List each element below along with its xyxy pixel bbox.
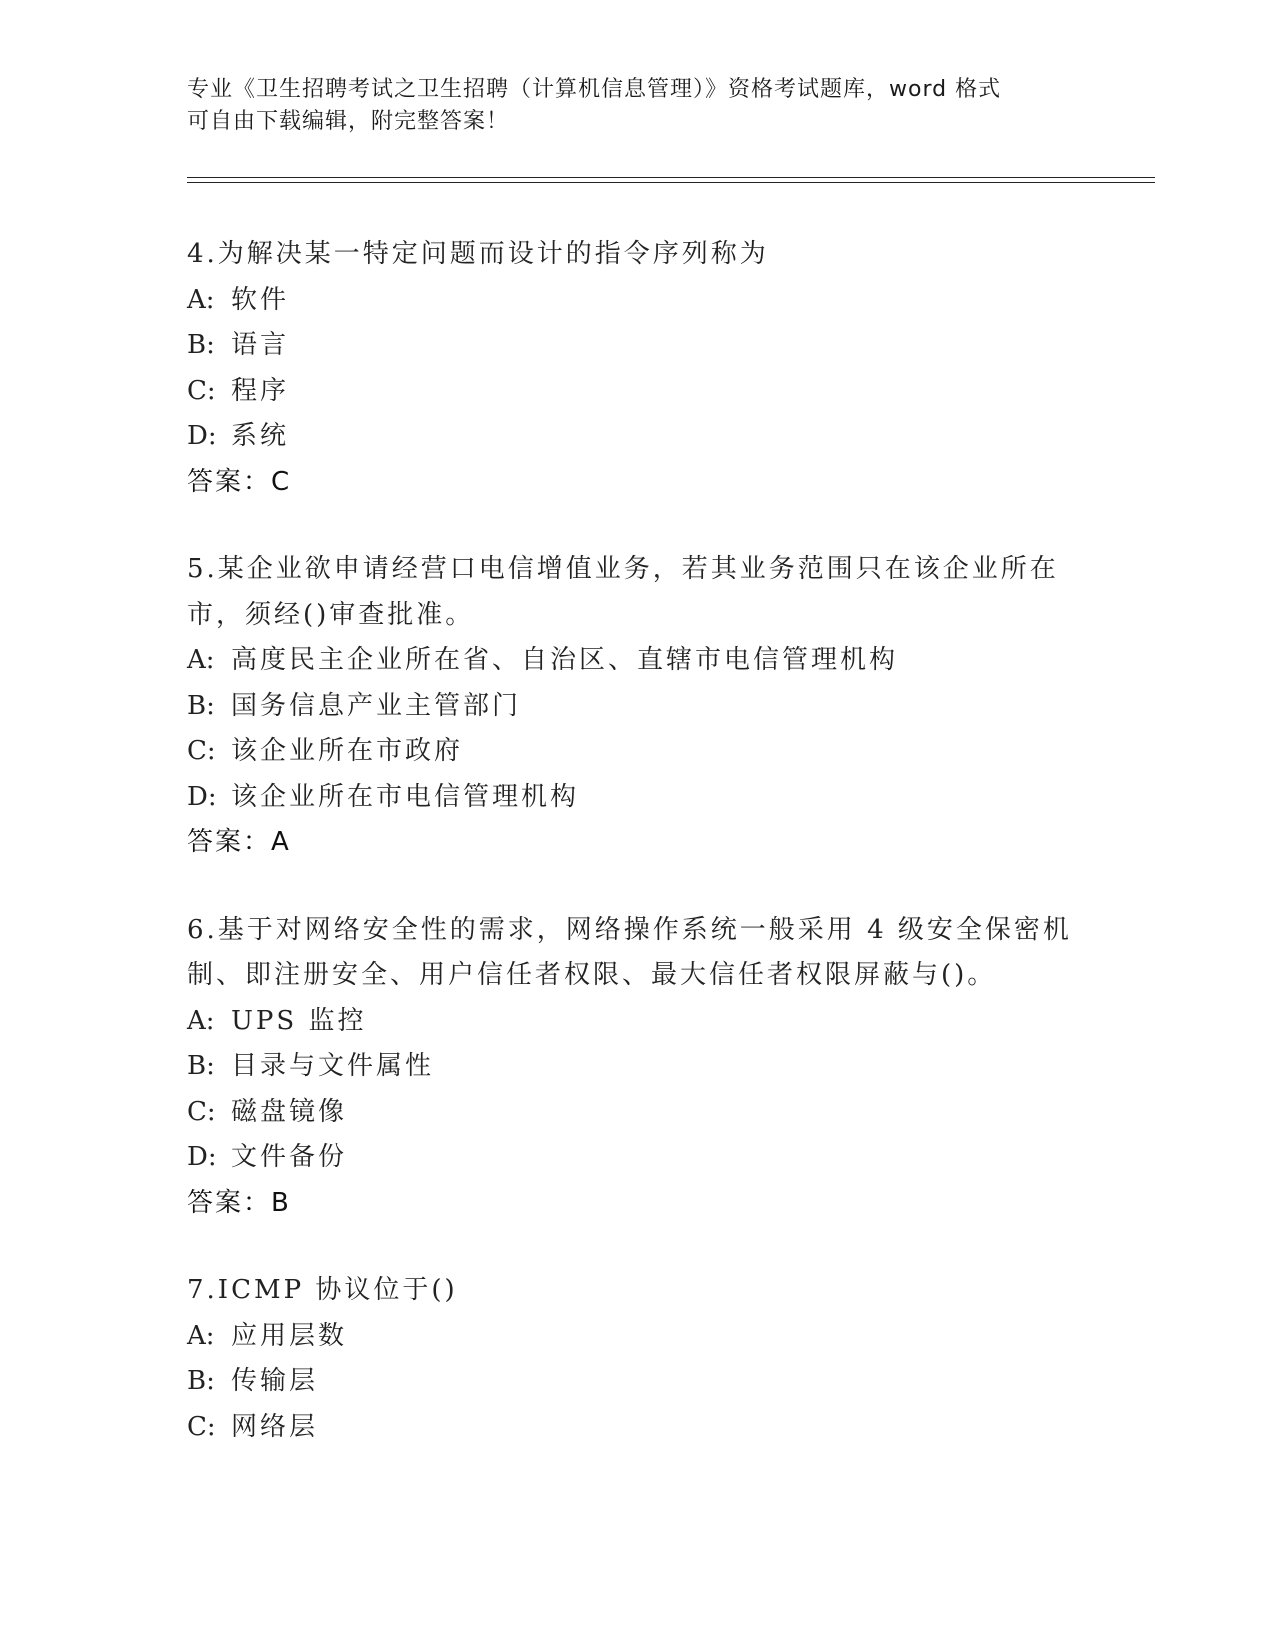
- option-letter: A:: [187, 1005, 215, 1036]
- option-letter: A:: [187, 1320, 215, 1351]
- option-b: [187, 1359, 1087, 1405]
- option-letter: C:: [187, 736, 216, 766]
- option-d: [187, 775, 1087, 821]
- question-text: 5.某企业欲申请经营口电信增值业务，若其业务范围只在该企业所在: [187, 554, 1059, 584]
- question-text: 7.ICMP 协议位于(): [187, 1275, 458, 1305]
- option-text: 语言: [231, 330, 290, 360]
- option-text: 软件: [231, 284, 290, 315]
- option-text: 网络层: [231, 1411, 319, 1442]
- option-letter: B:: [187, 690, 215, 721]
- option-letter: A:: [187, 284, 215, 315]
- question-list: [187, 232, 1087, 1492]
- question-text: 6.基于对网络安全性的需求，网络操作系统一般采用 4 级安全保密机: [187, 914, 1072, 945]
- option-letter: D:: [187, 421, 217, 451]
- option-d: [187, 1135, 1087, 1181]
- option-c: [187, 729, 1087, 775]
- option-text: 高度民主企业所在省、自治区、直辖市电信管理机构: [231, 645, 899, 675]
- option-a: [187, 638, 1087, 684]
- document-header: [187, 74, 1067, 138]
- option-text: 应用层数: [231, 1320, 348, 1351]
- option-letter: B:: [187, 330, 215, 360]
- option-text: 文件备份: [231, 1142, 348, 1172]
- option-b: [187, 323, 1087, 369]
- question-text: 4.为解决某一特定问题而设计的指令序列称为: [187, 239, 769, 269]
- option-text: 传输层: [231, 1366, 319, 1396]
- option-text: 该企业所在市政府: [231, 736, 464, 766]
- option-text: UPS 监控: [231, 1005, 367, 1036]
- option-letter: B:: [187, 1051, 215, 1081]
- option-letter: B:: [187, 1366, 215, 1396]
- option-b: [187, 684, 1087, 730]
- answer-line: 答案：A: [187, 827, 291, 857]
- option-c: [187, 1405, 1087, 1451]
- option-a: [187, 999, 1087, 1045]
- option-text: 程序: [231, 375, 290, 406]
- header-line-2: 可自由下载编辑，附完整答案！: [187, 109, 510, 134]
- question-item: [187, 1268, 1087, 1450]
- question-item: [187, 232, 1087, 505]
- option-letter: D:: [187, 1142, 217, 1172]
- option-text: 磁盘镜像: [231, 1096, 348, 1127]
- option-text: 国务信息产业主管部门: [231, 690, 522, 721]
- question-text-continued: 制、即注册安全、用户信任者权限、最大信任者权限屏蔽与()。: [187, 960, 997, 990]
- option-c: [187, 369, 1087, 415]
- option-d: [187, 414, 1087, 460]
- answer-line: 答案：C: [187, 466, 292, 497]
- option-a: [187, 278, 1087, 324]
- option-letter: C:: [187, 1096, 216, 1127]
- header-divider-top: [187, 177, 1155, 178]
- option-letter: C:: [187, 1411, 216, 1442]
- option-letter: A:: [187, 645, 215, 675]
- question-item: [187, 908, 1087, 1227]
- answer-line: 答案：B: [187, 1187, 291, 1218]
- option-letter: D:: [187, 781, 217, 812]
- header-divider-bottom: [187, 182, 1155, 183]
- question-item: [187, 547, 1087, 866]
- option-letter: C:: [187, 375, 216, 406]
- option-text: 该企业所在市电信管理机构: [231, 781, 580, 812]
- option-text: 目录与文件属性: [231, 1051, 435, 1081]
- header-line-1: 专业《卫生招聘考试之卫生招聘（计算机信息管理）》资格考试题库，word 格式: [187, 77, 1002, 102]
- option-c: [187, 1090, 1087, 1136]
- option-b: [187, 1044, 1087, 1090]
- question-text-continued: 市，须经()审查批准。: [187, 599, 475, 630]
- option-text: 系统: [231, 421, 290, 451]
- option-a: [187, 1314, 1087, 1360]
